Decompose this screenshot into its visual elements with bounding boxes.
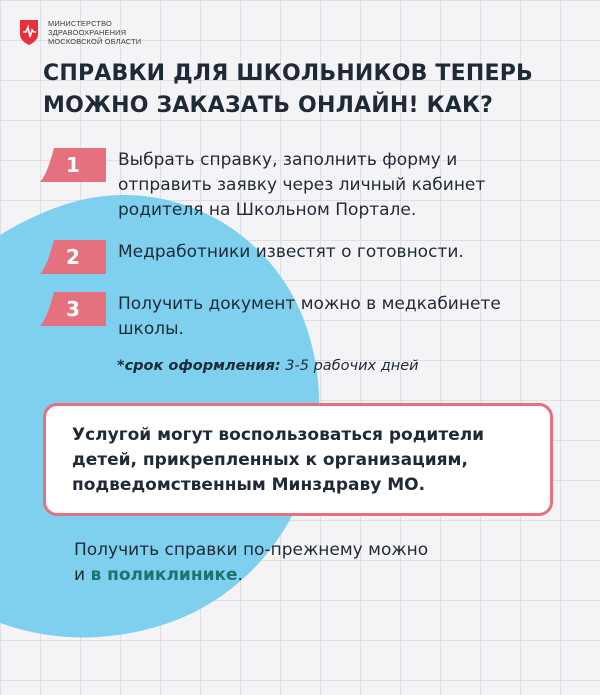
step-item [40, 148, 538, 223]
step-number: 2 [66, 245, 80, 269]
bottom-prefix: и [74, 565, 91, 585]
bottom-suffix: . [237, 565, 243, 585]
step-number: 3 [66, 297, 80, 321]
logo-line: МОСКОВСКОЙ ОБЛАСТИ [48, 36, 142, 46]
ministry-logo [18, 18, 141, 46]
processing-time-note [117, 358, 419, 374]
step-number-badge [40, 148, 106, 182]
logo-text [48, 19, 141, 46]
step-number-badge [40, 240, 106, 274]
title-line: СПРАВКИ ДЛЯ ШКОЛЬНИКОВ ТЕПЕРЬ [43, 61, 534, 86]
bottom-line: Получить справки по-прежнему можно [74, 540, 429, 560]
clinic-highlight: в поликлинике [90, 565, 238, 585]
step-text: Выбрать справку, заполнить форму и отправить заявку через личный кабинет родителя на Школьном Портале. [118, 150, 486, 220]
step-number-badge [40, 292, 106, 326]
step-item [40, 292, 538, 342]
page-title [43, 58, 533, 122]
logo-line: ЗДРАВООХРАНЕНИЯ [48, 27, 127, 37]
info-box [43, 403, 553, 516]
step-item [40, 240, 538, 274]
info-box-text: Услугой могут воспользоваться родители детей, прикрепленных к организациям, подведомственным Минздраву МО. [72, 425, 485, 495]
step-number: 1 [66, 153, 80, 177]
bottom-line [74, 563, 428, 588]
step-text: Медработники известят о готовности. [118, 242, 464, 262]
shield-icon [18, 18, 40, 46]
bottom-text [74, 538, 428, 588]
step-text: Получить документ можно в медкабинете школы. [118, 294, 501, 339]
note-label: *срок оформления: [117, 358, 281, 374]
logo-line: МИНИСТЕРСТВО [48, 18, 112, 28]
note-value: 3-5 рабочих дней [280, 358, 419, 374]
title-line: МОЖНО ЗАКАЗАТЬ ОНЛАЙН! КАК? [43, 93, 494, 118]
